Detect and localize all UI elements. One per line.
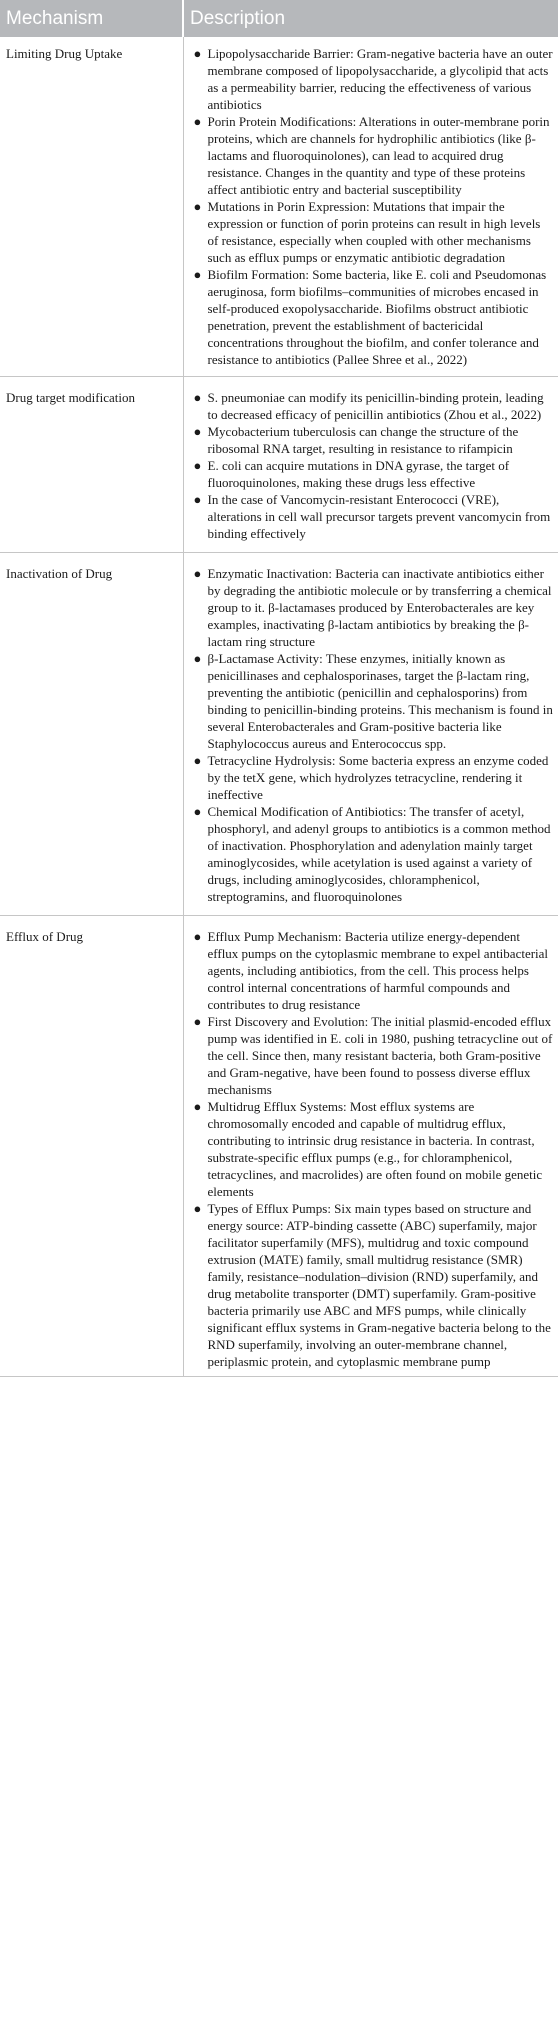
list-item [193, 1098, 555, 1200]
description-list [190, 389, 555, 542]
list-item-text: Lipopolysaccharide Barrier: Gram-negative bacteria have an outer membrane composed of lipopolysaccharide, a glycolipid that acts as a permeability barrier, reducing the effectiveness of various antibiotics [207, 46, 553, 112]
list-item [193, 389, 555, 423]
list-item-text: Biofilm Formation: Some bacteria, like E. coli and Pseudomonas aeruginosa, form biofilms–communities of microbes encased in self-produced exopolysaccharide. Biofilms obstruct antibiotic penetration, prevent the establishment of bactericidal concentrations throughout the biofilm, and confer tolerance and resistance to antibiotics (Pallee Shree et al., 2022) [207, 267, 547, 367]
description-cell [183, 377, 558, 553]
mechanism-cell [0, 916, 183, 1377]
list-item [193, 266, 555, 368]
list-item [193, 1200, 555, 1370]
list-item [193, 45, 555, 113]
mechanism-cell [0, 553, 183, 916]
bullet-icon: ● [193, 114, 202, 129]
list-item [193, 423, 555, 457]
list-item-text: Porin Protein Modifications: Alterations in outer-membrane porin proteins, which are channels for hydrophilic antibiotics (like β-lactams and fluoroquinolones), can lead to acquired drug resistance. Changes in the quantity and type of these proteins affect antibiotic entry and bacterial susceptibility [207, 114, 550, 197]
mechanism-name: Drug target modification [6, 390, 136, 405]
bullet-icon: ● [193, 458, 202, 473]
description-list [190, 928, 555, 1370]
list-item-text: Mutations in Porin Expression: Mutations that impair the expression or function of porin proteins can result in high levels of resistance, especially when coupled with other mechanisms such as efflux pumps or enzymatic antibiotic degradation [207, 199, 541, 265]
list-item [193, 1013, 555, 1098]
list-item-text: Types of Efflux Pumps: Six main types based on structure and energy source: ATP-binding cassette (ABC) superfamily, major facilitator superfamily (MFS), multidrug and toxic compound extrusion (MATE) family, small multidrug resistance (SMR) family, resistance–nodulation–division (RND) superfamily, and drug metabolite transporter (DMT) superfamily. Gram-positive bacteria primarily use ABC and MFS pumps, while clinically significant efflux systems in Gram-negative bacteria belong to the RND superfamily, involving an outer-membrane channel, periplasmic protein, and cytoplasmic membrane pump [207, 1201, 551, 1369]
bullet-icon: ● [193, 1201, 202, 1216]
description-list [190, 45, 555, 368]
list-item [193, 491, 555, 542]
list-item-text: Mycobacterium tuberculosis can change the structure of the ribosomal RNA target, resulting in resistance to rifampicin [207, 424, 519, 456]
list-item-text: Chemical Modification of Antibiotics: The transfer of acetyl, phosphoryl, and adenyl groups to antibiotics is a common method of inactivation. Phosphorylation and adenylation mainly target aminoglycosides, while acetylation is used against a variety of drugs, including aminoglycosides, chloramphenicol, streptogramins, and fluoroquinolones [207, 804, 551, 904]
bullet-icon: ● [193, 390, 202, 405]
list-item-text: Multidrug Efflux Systems: Most efflux systems are chromosomally encoded and capable of multidrug efflux, contributing to intrinsic drug resistance in bacteria. In contrast, substrate-specific efflux pumps (e.g., for chloramphenicol, tetracyclines, and macrolides) are often found on mobile genetic elements [207, 1099, 543, 1199]
table-row [0, 916, 558, 1377]
list-item-text: β-Lactamase Activity: These enzymes, initially known as penicillinases and cephalosporinases, target the β-lactam ring, preventing the antibiotic (penicillin and cephalosporins) from binding to penicillin-binding proteins. This mechanism is found in several Enterobacterales and Gram-positive bacteria like Staphylococcus aureus and Enterococcus spp. [207, 651, 553, 751]
description-list [190, 565, 555, 905]
bullet-icon: ● [193, 804, 202, 819]
list-item-text: Efflux Pump Mechanism: Bacteria utilize energy-dependent efflux pumps on the cytoplasmic membrane to expel antibacterial agents, including antibiotics, from the cell. This process helps control internal concentrations of harmful compounds and contributes to drug resistance [207, 929, 549, 1012]
mechanism-cell [0, 377, 183, 553]
table-row [0, 37, 558, 377]
list-item [193, 113, 555, 198]
mechanism-cell [0, 37, 183, 377]
list-item-text: Enzymatic Inactivation: Bacteria can inactivate antibiotics either by degrading the antibiotic molecule or by transferring a chemical group to it. β-lactamases produced by Enterobacterales are key examples, inactivating β-lactam antibiotics by breaking the β-lactam ring structure [207, 566, 552, 649]
mechanism-name: Limiting Drug Uptake [6, 46, 123, 61]
list-item [193, 752, 555, 803]
bullet-icon: ● [193, 651, 202, 666]
table-header-row [0, 0, 558, 37]
description-cell [183, 916, 558, 1377]
mechanism-name: Inactivation of Drug [6, 566, 113, 581]
mechanism-name: Efflux of Drug [6, 929, 84, 944]
list-item [193, 803, 555, 905]
bullet-icon: ● [193, 929, 202, 944]
list-item [193, 650, 555, 752]
list-item [193, 565, 555, 650]
bullet-icon: ● [193, 566, 202, 581]
list-item-text: S. pneumoniae can modify its penicillin-binding protein, leading to decreased efficacy of penicillin antibiotics (Zhou et al., 2022) [207, 390, 544, 422]
list-item-text: E. coli can acquire mutations in DNA gyrase, the target of fluoroquinolones, making these drugs less effective [207, 458, 510, 490]
list-item-text: In the case of Vancomycin-resistant Enterococci (VRE), alterations in cell wall precursor targets prevent vancomycin from binding effectively [207, 492, 551, 541]
description-cell [183, 553, 558, 916]
list-item-text: Tetracycline Hydrolysis: Some bacteria express an enzyme coded by the tetX gene, which hydrolyzes tetracycline, rendering it ineffective [207, 753, 549, 802]
list-item-text: First Discovery and Evolution: The initial plasmid-encoded efflux pump was identified in E. coli in 1980, pushing tetracycline out of the cell. Since then, many resistant bacteria, both Gram-positive and Gram-negative, have been found to possess diverse efflux mechanisms [207, 1014, 553, 1097]
bullet-icon: ● [193, 424, 202, 439]
description-cell [183, 37, 558, 377]
mechanism-column-header: Mechanism [0, 0, 183, 37]
bullet-icon: ● [193, 1099, 202, 1114]
bullet-icon: ● [193, 753, 202, 768]
list-item [193, 928, 555, 1013]
bullet-icon: ● [193, 199, 202, 214]
description-column-header: Description [183, 0, 558, 37]
table-row [0, 553, 558, 916]
bullet-icon: ● [193, 46, 202, 61]
list-item [193, 198, 555, 266]
bullet-icon: ● [193, 1014, 202, 1029]
table-row [0, 377, 558, 553]
list-item [193, 457, 555, 491]
bullet-icon: ● [193, 492, 202, 507]
bullet-icon: ● [193, 267, 202, 282]
